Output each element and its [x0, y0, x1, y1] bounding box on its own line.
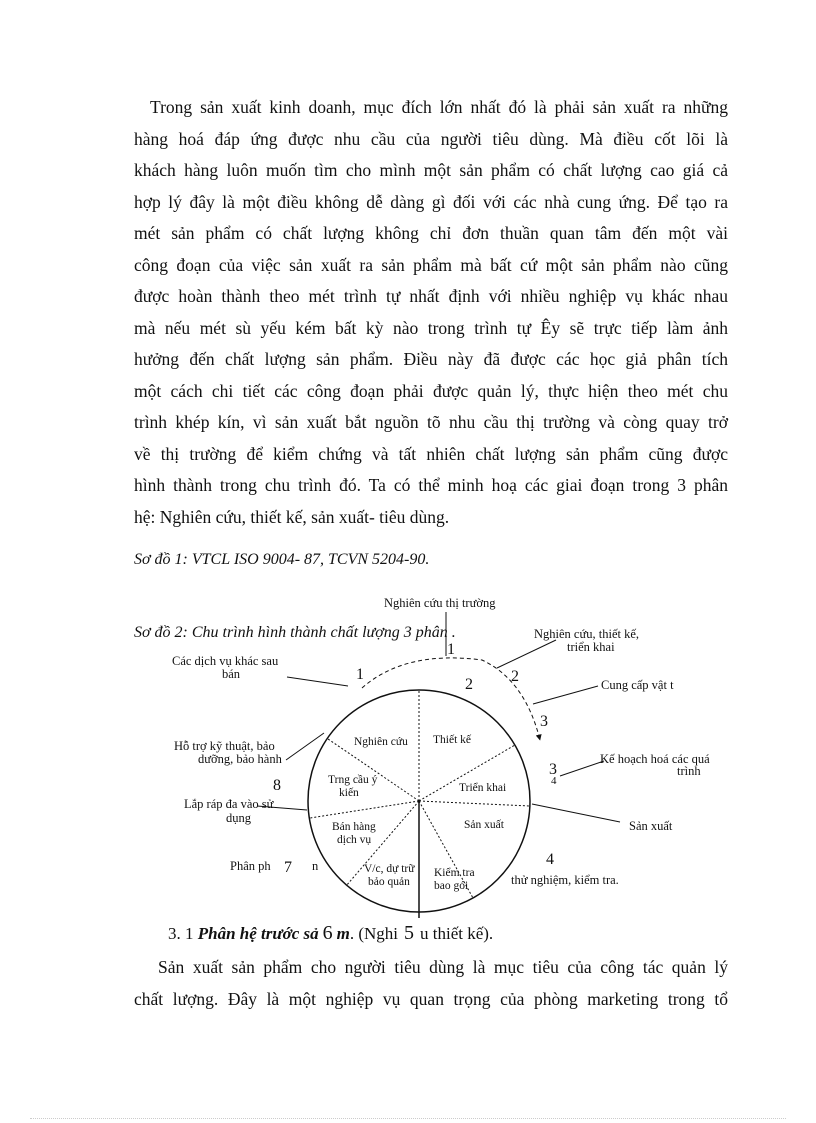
stage-number: 3: [540, 713, 548, 730]
stage-number: 8: [273, 777, 281, 794]
page-footer-rule: [30, 1118, 786, 1119]
pointer-after-sales: [287, 677, 348, 686]
sector-sales-2: dịch vụ: [337, 834, 372, 846]
sector-transport: V/c, dự trữ: [364, 863, 415, 875]
intro-line: được hoàn thành theo mét trình tự nhất định với nhiều nghiệp vụ khác nhau: [134, 286, 728, 306]
label-research-design-2: triển khai: [567, 640, 615, 654]
label-market-research: Nghiên cứu thị trường: [384, 596, 496, 610]
intro-line: mà nếu mét sù yếu kém bất kỳ nào trong trình tự Êy sẽ trực tiếp làm ảnh: [134, 317, 728, 338]
pointer-planning: [560, 761, 604, 776]
caption-diagram-2: Sơ đồ 2: Chu trình hình thành chất lượng 3 phân .: [134, 624, 456, 641]
sector-design: Thiết kế: [433, 734, 471, 746]
intro-line: một cách chi tiết các công đoạn phải được quản lý, thực hiện theo mét chu: [134, 380, 728, 401]
body-line: Sản xuất sản phẩm cho người tiêu dùng là mục tiêu của công tác quản lý: [158, 957, 728, 977]
sector-deployment: Triển khai: [459, 782, 507, 794]
sector-inspection: Kiểm tra: [434, 867, 475, 879]
label-research-design: Nghiên cứu, thiết kế,: [534, 627, 640, 641]
stage-number: n: [312, 859, 319, 873]
intro-line: hưởng đến chất lượng sản phẩm. Điều này đã được các học giả phân tích: [134, 349, 728, 369]
caption-diagram-1: Sơ đồ 1: VTCL ISO 9004- 87, TCVN 5204-90.: [134, 551, 430, 568]
intro-line: trình khép kín, vì sản xuất bắt nguồn tõ nhu cầu thị trường và còng quay trở: [134, 412, 728, 432]
pointer-supply: [533, 686, 598, 704]
stage-number: 7: [284, 859, 292, 876]
intro-line: hàng hoá đáp ứng được nhu cầu của người tiêu dùng. Mà điều cốt lõi là: [134, 128, 728, 149]
label-assembly-2: dụng: [226, 811, 251, 825]
sector-transport-2: bảo quản: [368, 876, 410, 888]
sector-survey-2: kiến: [339, 787, 359, 799]
label-production: Sản xuất: [629, 819, 673, 833]
label-after-sales: Các dịch vụ khác sau: [172, 654, 279, 668]
label-assembly: Lắp ráp đa vào sử: [184, 797, 274, 811]
label-planning-2: trình: [677, 764, 701, 778]
label-after-sales-2: bán: [222, 667, 241, 681]
section-heading: 3. 1 Phân hệ trước sả 6 m. (Nghi 5 u thiết kế).: [168, 922, 494, 944]
intro-line: về thị trường để kiểm chứng và tất nhiên chất lượng sản phẩm cũng được: [134, 443, 728, 464]
intro-line: hình thành trong chu trình đó. Ta có thể minh hoạ các giai đoạn trong 3 phân: [134, 475, 728, 495]
label-tech-support: Hỗ trợ kỹ thuật, bảo: [174, 739, 275, 753]
pointer-production: [532, 804, 620, 822]
intro-line: hợp lý đây là một điều không dễ dàng gì đối với các nhà cung ứng. Để tạo ra: [134, 191, 728, 212]
stage-number: 3: [549, 761, 557, 778]
stage-number: 2: [511, 668, 519, 685]
label-tech-support-2: dưỡng, bảo hành: [198, 752, 282, 766]
sector-survey: Trng cầu ý: [328, 774, 378, 786]
intro-line: công đoạn của việc sản xuất ra sản phẩm mà bất cứ một sản phẩm nào cũng: [134, 254, 728, 275]
sector-production: Sản xuất: [464, 819, 504, 831]
intro-line: mét sản phẩm có chất lượng không chỉ đơn thuần quan tâm đến một vài: [134, 223, 728, 243]
sector-inspection-2: bao gói: [434, 880, 469, 892]
sector-sales: Bán hàng: [332, 821, 376, 833]
stage-number: 1: [447, 641, 455, 658]
label-planning: Kế hoạch hoá các quá: [600, 752, 710, 766]
stage-number: 4: [551, 775, 557, 787]
intro-line: hệ: Nghiên cứu, thiết kế, sản xuất- tiêu dùng.: [134, 506, 450, 527]
label-supply: Cung cấp vật t: [601, 678, 674, 692]
stage-number: 1: [356, 666, 364, 683]
pointer-research-design: [497, 640, 556, 668]
intro-line: Trong sản xuất kinh doanh, mục đích lớn nhất đó là phải sản xuất ra những: [150, 97, 728, 117]
body-paragraph: [134, 952, 728, 1015]
label-testing: thử nghiệm, kiểm tra.: [511, 873, 619, 887]
stage-number: 2: [465, 676, 473, 693]
intro-line: khách hàng luôn muốn tìm cho mình một sản phẩm có chất lượng cao giá cả: [134, 160, 728, 180]
body-line: chất lượng. Đây là một nghiệp vụ quan trọng của phòng marketing trong tổ: [134, 988, 728, 1009]
label-distribution: Phân ph: [230, 859, 271, 873]
sector-research: Nghiên cứu: [354, 736, 408, 748]
stage-number: 4: [546, 851, 554, 868]
